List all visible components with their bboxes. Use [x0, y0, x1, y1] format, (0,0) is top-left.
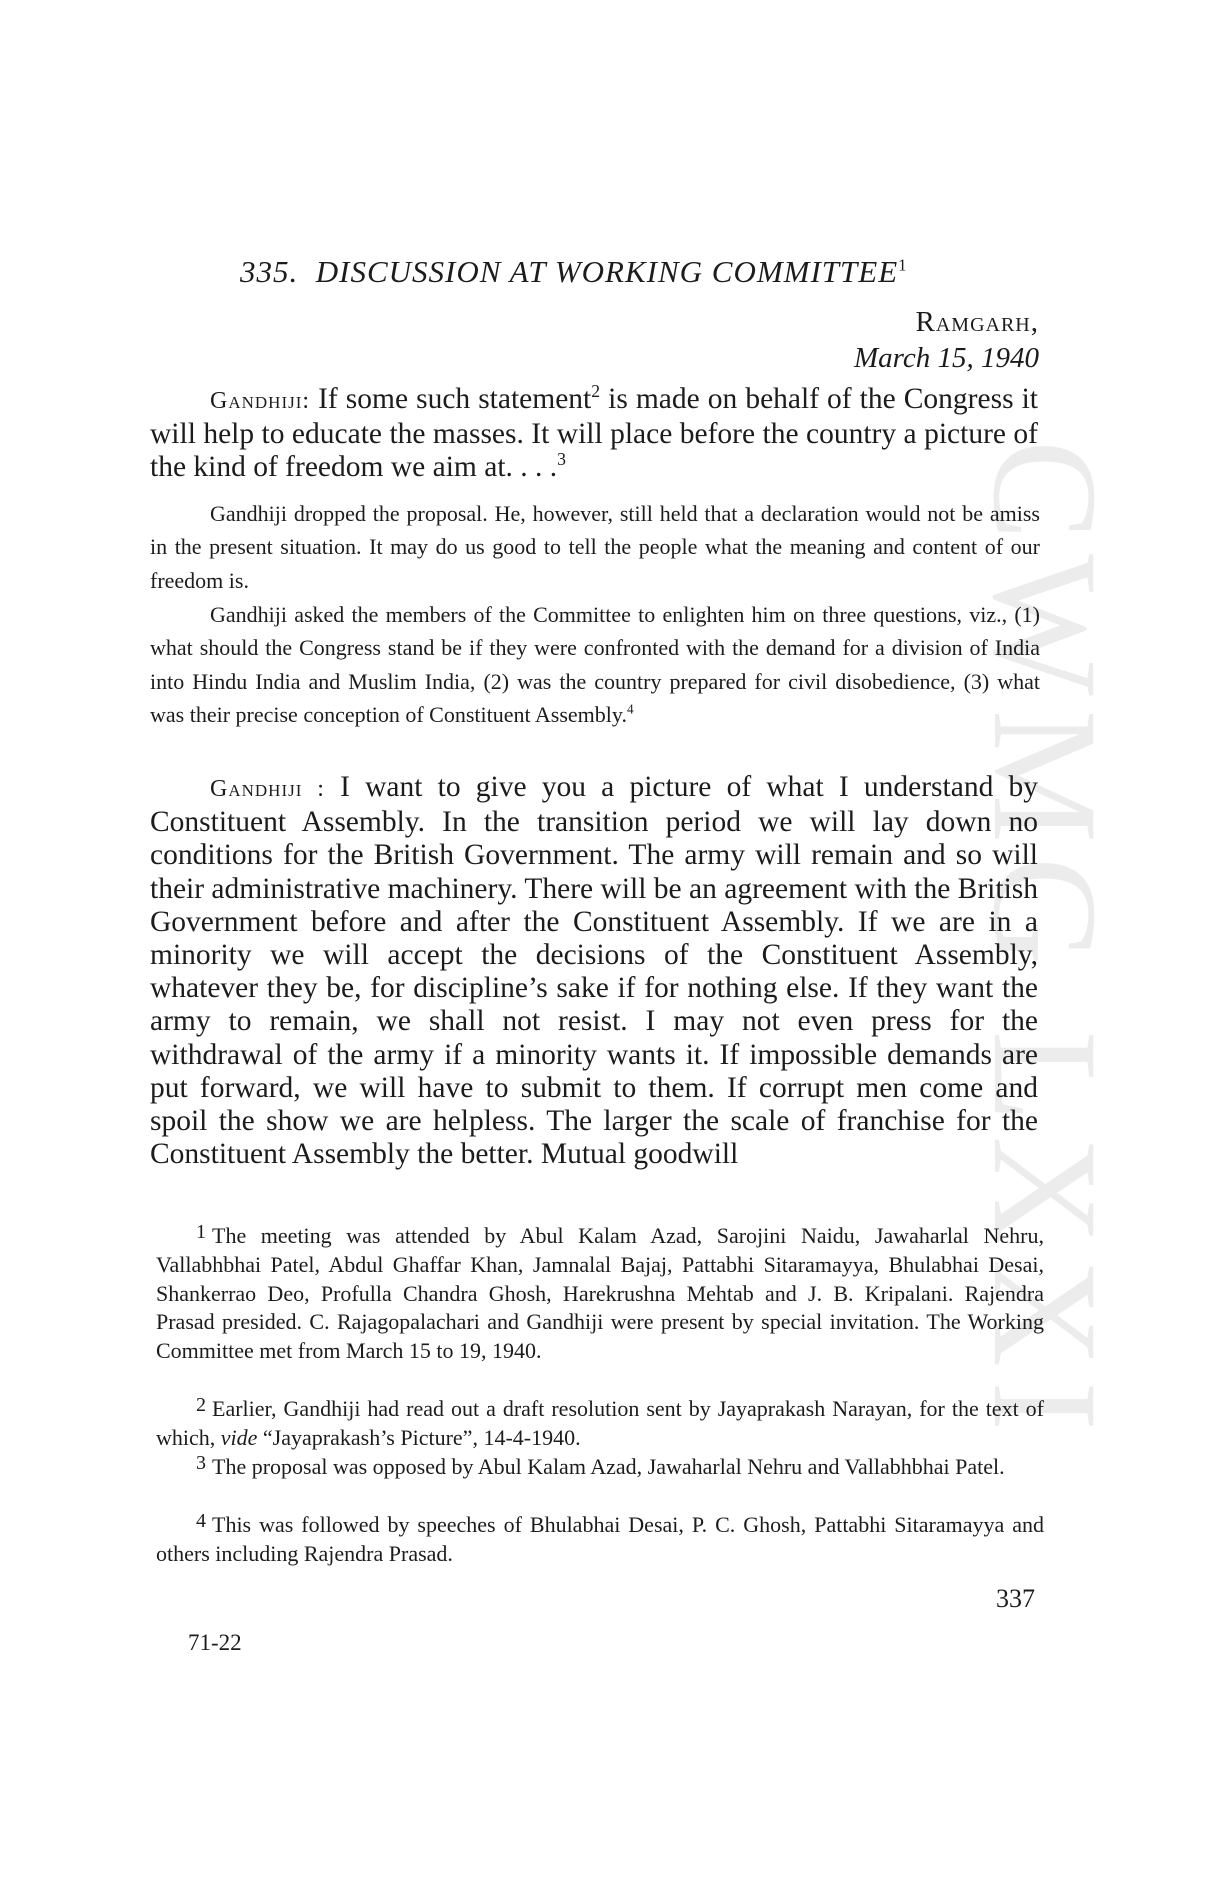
footnote-text: “Jayaprakash’s Picture”, 14-4-1940.: [257, 1424, 581, 1450]
speaker-label: Gandhiji :: [210, 776, 325, 802]
dateline-date: March 15, 1940: [854, 342, 1039, 374]
footnote-vide: vide: [220, 1424, 258, 1450]
paragraph-three-questions: [150, 598, 1040, 732]
footnote-number: 4: [196, 1510, 206, 1532]
footnote-1: [156, 1218, 1044, 1366]
signature-mark: 71-22: [188, 1630, 242, 1655]
footnote-text: The proposal was opposed by Abul Kalam Azad, Jawaharlal Nehru and Vallabhbhai Patel.: [212, 1454, 1005, 1479]
speaker-label: Gandhiji:: [210, 388, 311, 414]
title-footnote-ref: 1: [898, 255, 908, 275]
footnote-number: 2: [196, 1394, 206, 1416]
section-heading: DISCUSSION AT WORKING COMMITTEE: [315, 254, 899, 289]
watermark: CWMG LXXI: [962, 440, 1128, 1446]
paragraph-constituent-assembly: [150, 771, 1038, 1171]
paragraph-proposal-dropped: Gandhiji dropped the proposal. He, however, still held that a declaration would not be amiss in the present situation. It may do us good to tell the people what the meaning and content of our freedom is.: [150, 501, 1040, 593]
footnote-4: [156, 1507, 1044, 1569]
paragraph-text: Gandhiji asked the members of the Committee to enlighten him on three questions, viz., (1) what should the Congress stand be if they were confronted with the demand for a division of India into Hindu India and Muslim India, (2) was the country prepared for civil disobedience, (3) what was their precise conception of Constituent Assembly.: [150, 602, 1040, 728]
footnote-3: [156, 1449, 1044, 1482]
footnote-number: 3: [196, 1452, 206, 1474]
footnote-number: 1: [196, 1221, 206, 1243]
section-number: 335.: [240, 254, 299, 289]
paragraph-text: I want to give you a picture of what I understand by Constituent Assembly. In the transition period we will lay down no conditions for the British Government. The army will remain and so will their administrative machinery. There will be an agreement with the British Government before and after the Constituent Assembly. If we are in a minority we will accept the decisions of the Constituent Assembly, whatever they be, for discipline’s sake if for nothing else. If they want the army to remain, we shall not resist. I may not even press for the withdrawal of the army if a minority wants it. If impossible demands are put forward, we will have to submit to them. If corrupt men come and spoil the show we are helpless. The larger the scale of franchise for the Constituent Assembly the better. Mutual goodwill: [150, 771, 1039, 1171]
footnote-ref-2: 2: [591, 381, 601, 402]
page-number: 337: [996, 1584, 1035, 1613]
dateline-place: Ramgarh,: [915, 306, 1039, 338]
paragraph-text: is made on behalf of the Congress it will help to educate the masses. It will place before the country a picture of the kind of freedom we aim at. . . .: [150, 383, 1038, 484]
footnote-text: Earlier, Gandhiji had read out a draft resolution sent by Jayaprakash Narayan, for the text of which,: [156, 1396, 1044, 1450]
footnote-text: This was followed by speeches of Bhulabhai Desai, P. C. Ghosh, Pattabhi Sitaramayya and others including Rajendra Prasad.: [156, 1512, 1044, 1566]
footnote-text: The meeting was attended by Abul Kalam Azad, Sarojini Naidu, Jawaharlal Nehru, Vallabhbhai Patel, Abdul Ghaffar Khan, Jamnalal Bajaj, Pattabhi Sitaramayya, Bhulabhai Desai, Shankerrao Deo, Profulla Chandra Ghosh, Harekrushna Mehtab and J. B. Kripalani. Rajendra Prasad presided. C. Rajagopalachari and Gandhiji were present by special invitation. The Working Committee met from March 15 to 19, 1940.: [156, 1223, 1044, 1364]
footnote-ref-4: 4: [626, 701, 634, 717]
footnote-2: [156, 1391, 1044, 1453]
paragraph-text: If some such statement: [310, 383, 592, 415]
section-title: [240, 254, 908, 290]
footnote-ref-3: 3: [557, 449, 566, 470]
paragraph-gandhiji-statement: [150, 383, 1038, 485]
